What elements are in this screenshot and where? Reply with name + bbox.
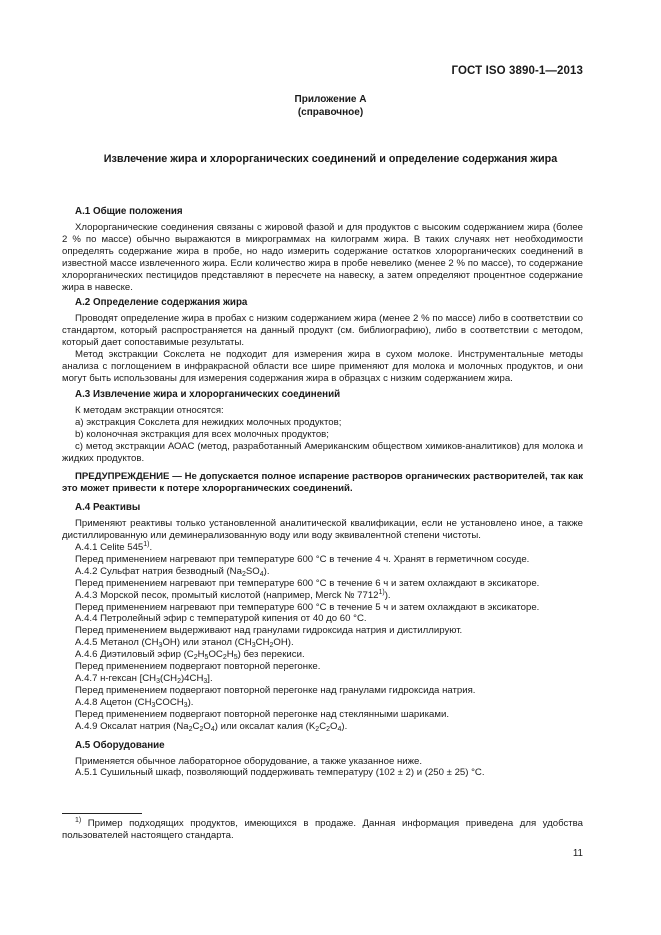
section-heading-a3: А.3 Извлечение жира и хлорорганических соединений (75, 388, 341, 400)
reagent-a4-8-note: Перед применением подвергают повторной перегонке над стеклянными шариками. (75, 708, 449, 720)
reagent-a4-1: А.4.1 Celite 545$^{1)}$. (75, 541, 153, 554)
footnote-mark: 1) (75, 817, 82, 824)
paragraph-a2-2: Метод экстракции Сокслета не подходит для измерения жира в сухом молоке. Инструментальные методы анализа с поглощением в инфракрасной области все шире применяют для молока и молочных продуктов, и они могут быть использованы для измерения содержания жира в образцах с низким содержанием жира. (62, 349, 583, 384)
reagent-a4-8: А.4.8 Ацетон $(CH_3COCH_3)$. (75, 696, 194, 709)
reagent-a4-4: А.4.4 Петролейный эфир с температурой кипения от 40 до 60 °С. (75, 613, 367, 625)
footnote-text: Пример подходящих продуктов, имеющихся в продаже. Данная информация приведена для удобства пользователей настоящего стандарта. (62, 818, 583, 841)
footnote-separator (62, 813, 142, 814)
reagent-a4-6: А.4.6 Диэтиловый эфир $(C_2H_5OC_2H_5)$ без перекиси. (75, 649, 305, 662)
paragraph-a2-1: Проводят определение жира в пробах с низким содержанием жира (менее 2 % по массе) либо в соответствии со стандартом, который распространяется на данный продукт (см. библиографию), либо в соответствии с методом, который дает сопоставимые результаты. (62, 313, 583, 349)
section-heading-a4: А.4 Реактивы (75, 502, 141, 514)
annex-label: Приложение А (294, 94, 367, 105)
section-heading-a5: А.5 Оборудование (75, 739, 165, 751)
reagent-a4-3: А.4.3 Морской песок, промытый кислотой (например, Merck № 7712$^{1)}$). (75, 588, 391, 601)
document-number: ГОСТ ISO 3890-1—2013 (451, 65, 583, 77)
section-heading-a1: А.1 Общие положения (75, 206, 183, 217)
reagent-a4-7-note: Перед применением подвергают повторной перегонке над гранулами гидроксида натрия. (75, 684, 476, 696)
paragraph-a4-intro: Применяют реактивы только установленной аналитической квалификации, если не установлено иное, а также дистиллированную или деминерализованную воду или воду эквивалентной степени чистоты. (62, 518, 583, 542)
annex-body (62, 206, 583, 779)
reagent-a4-2: А.4.2 Сульфат натрия безводный $(Na_2SO_4)$. (75, 565, 270, 578)
list-item-c: с) метод экстракции АОАС (метод, разработанный Американским обществом химиков-аналитиков) для молока и жидких продуктов. (62, 440, 583, 464)
reagent-a4-3-note: Перед применением нагревают при температуре 600 °С в течение 5 ч и затем охлаждают в эксикаторе. (75, 601, 540, 613)
page-number: 11 (572, 848, 583, 859)
reagent-a4-7: А.4.7 н-гексан $[CH_3(CH_2)4CH_3]$. (75, 673, 213, 685)
warning-text: ПРЕДУПРЕЖДЕНИЕ — Не допускается полное испарение растворов органических растворителей, так как это может привести к потере хлорорганических соединений. (62, 471, 583, 495)
reagent-a4-9: А.4.9 Оксалат натрия $(Na_2C_2O_4)$ или оксалат калия $(K_2C_2O_4)$. (75, 720, 348, 733)
list-item-b: b) колоночная экстракция для всех молочных продуктов; (75, 428, 329, 440)
reagent-a4-1-note: Перед применением нагревают при температуре 600 °С в течение 4 ч. Хранят в герметичном сосуде. (75, 553, 530, 565)
annex-title: Извлечение жира и хлорорганических соединений и определение содержания жира (103, 153, 558, 165)
list-item-a: а) экстракция Сокслета для нежидких молочных продуктов; (75, 416, 342, 428)
paragraph-a5-intro: Применяется обычное лабораторное оборудование, а также указанное ниже. (75, 755, 423, 767)
reagent-a4-5: А.4.5 Метанол $(CH_3OH)$ или этанол $(CH_3CH_2OH)$. (75, 637, 294, 650)
reagent-a4-4-note: Перед применением выдерживают над гранулами гидроксида натрия и дистиллируют. (75, 625, 463, 637)
reagent-a4-6-note: Перед применением подвергают повторной перегонке. (75, 661, 321, 673)
reagent-a4-2-note: Перед применением нагревают при температуре 600 °С в течение 6 ч и затем охлаждают в эксикаторе. (75, 577, 540, 589)
paragraph-a1: Хлорорганические соединения связаны с жировой фазой и для продуктов с высоким содержанием жира (более 2 % по массе) обычно выражаются в микрограммах на килограмм жира. В таких случаях нет необходимости определять содержание жира в пробе, но надо измерить содержание остатков хлорорганических соединений в известной массе извлеченного жира. Если количество жира в пробе невелико (менее 2 % по массе), то содержание хлорорганических пестицидов представляют в пересчете на навеску, а затем определяют процентное содержание жира в навеске. (62, 222, 583, 293)
annex-type: (справочное) (297, 107, 364, 118)
footnote (62, 818, 583, 842)
section-heading-a2: А.2 Определение содержания жира (75, 297, 248, 309)
equipment-a5-1: А.5.1 Сушильный шкаф, позволяющий поддерживать температуру (102 ± 2) и (250 ± 25) °С. (75, 767, 485, 779)
annex-heading (0, 93, 661, 119)
paragraph-a3-intro: К методам экстракции относятся: (75, 404, 224, 416)
